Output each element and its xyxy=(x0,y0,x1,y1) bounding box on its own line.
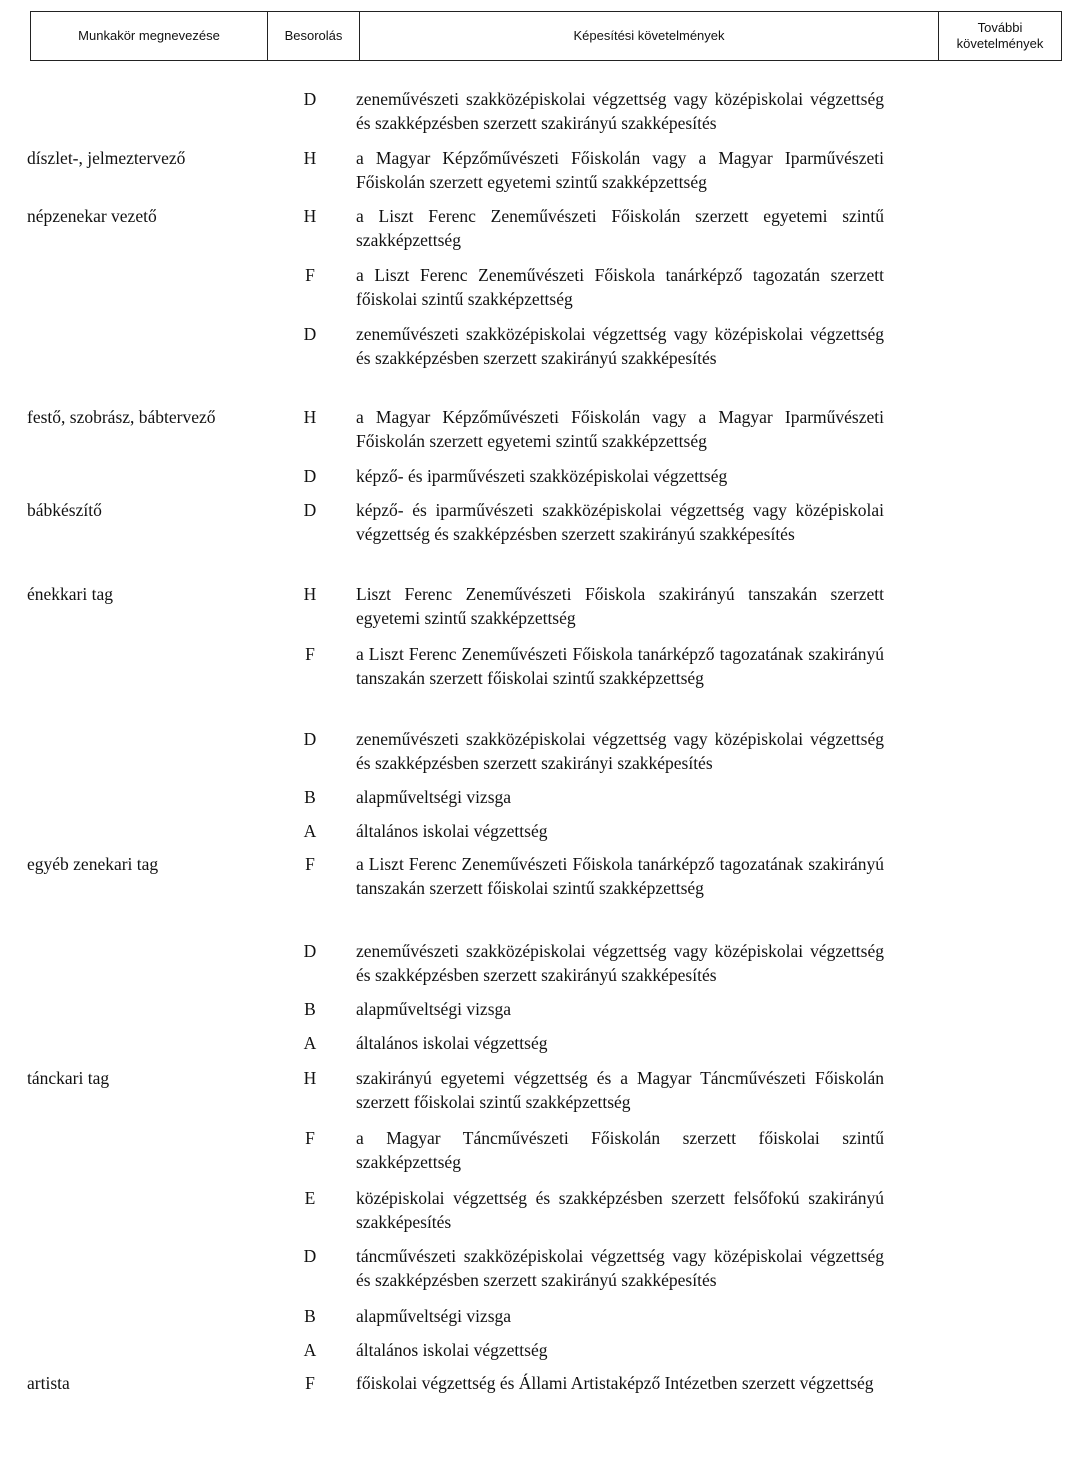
job-title: énekkari tag xyxy=(27,584,113,604)
grade: D xyxy=(303,1246,317,1266)
requirement: főiskolai végzettség és Állami Artistaképző Intézetben szerzett végzettség xyxy=(356,1373,874,1393)
requirement: általános iskolai végzettség xyxy=(356,1033,548,1053)
job-title: tánckari tag xyxy=(27,1068,110,1088)
job-title: festő, szobrász, bábtervező xyxy=(27,407,216,427)
requirement: alapműveltségi vizsga xyxy=(356,999,512,1019)
grade: H xyxy=(303,584,317,604)
grade: D xyxy=(303,466,317,486)
requirement: alapműveltségi vizsga xyxy=(356,787,512,807)
requirement: zeneművészeti szakközépiskolai végzettség vagy középiskolai végzettség és szakképzésben szerzett szakirányú szakképesítés xyxy=(356,324,884,368)
requirement: szakirányú egyetemi végzettség és a Magyar Táncművészeti Főiskolán szerzett főiskolai szintű szakképzettség xyxy=(356,1068,884,1112)
grade: D xyxy=(303,729,317,749)
grade: B xyxy=(304,999,316,1019)
requirement: a Liszt Ferenc Zeneművészeti Főiskola tanárképző tagozatának szakirányú tanszakán szerzett főiskolai szintű szakképzettség xyxy=(356,854,884,898)
requirement: képző- és iparművészeti szakközépiskolai végzettség xyxy=(356,466,728,486)
requirement: képző- és iparművészeti szakközépiskolai végzettség vagy középiskolai végzettség és szakképzésben szerzett szakirányú szakképesítés xyxy=(356,500,884,544)
job-title: egyéb zenekari tag xyxy=(27,854,159,874)
grade: F xyxy=(305,1128,315,1148)
requirement: a Liszt Ferenc Zeneművészeti Főiskola tanárképző tagozatának szakirányú tanszakán szerzett főiskolai szintű szakképzettség xyxy=(356,644,884,688)
requirement: középiskolai végzettség és szakképzésben szerzett felsőfokú szakirányú szakképesítés xyxy=(356,1188,884,1232)
grade: F xyxy=(305,265,315,285)
requirement: általános iskolai végzettség xyxy=(356,1340,548,1360)
job-title: díszlet-, jelmeztervező xyxy=(27,148,186,168)
requirement: a Liszt Ferenc Zeneművészeti Főiskolán szerzett egyetemi szintű szakképzettség xyxy=(356,206,884,250)
grade: H xyxy=(303,148,317,168)
grade: A xyxy=(303,821,317,841)
requirement: a Magyar Táncművészeti Főiskolán szerzett főiskolai szintű szakképzettség xyxy=(356,1128,884,1172)
requirement: táncművészeti szakközépiskolai végzettség vagy középiskolai végzettség és szakképzésben szerzett szakirányú szakképesítés xyxy=(356,1246,884,1290)
grade: E xyxy=(304,1188,316,1208)
grade: H xyxy=(303,407,317,427)
job-title: artista xyxy=(27,1373,70,1393)
grade: A xyxy=(303,1033,317,1053)
grade: F xyxy=(305,644,315,664)
header-grade: Besorolás xyxy=(268,12,360,60)
grade: F xyxy=(305,854,315,874)
requirement: zeneművészeti szakközépiskolai végzettség vagy középiskolai végzettség és szakképzésben szerzett szakirányi szakképesítés xyxy=(356,729,884,773)
requirement: a Liszt Ferenc Zeneművészeti Főiskola tanárképző tagozatán szerzett főiskolai szintű szakképzettség xyxy=(356,265,884,309)
grade: B xyxy=(304,1306,316,1326)
requirement: a Magyar Képzőművészeti Főiskolán vagy a Magyar Iparművészeti Főiskolán szerzett egyetemi szintű szakképzettség xyxy=(356,148,884,192)
grade: B xyxy=(304,787,316,807)
header-requirements: Képesítési követelmények xyxy=(360,12,939,60)
grade: D xyxy=(303,89,317,109)
grade: A xyxy=(303,1340,317,1360)
table-header xyxy=(30,11,1062,61)
grade: D xyxy=(303,500,317,520)
grade: F xyxy=(305,1373,315,1393)
requirement: a Magyar Képzőművészeti Főiskolán vagy a Magyar Iparművészeti Főiskolán szerzett egyetemi szintű szakképzettség xyxy=(356,407,884,451)
job-title: népzenekar vezető xyxy=(27,206,157,226)
job-title: bábkészítő xyxy=(27,500,102,520)
requirement: általános iskolai végzettség xyxy=(356,821,548,841)
requirement: Liszt Ferenc Zeneművészeti Főiskola szakirányú tanszakán szerzett egyetemi szintű szakképzettség xyxy=(356,584,884,628)
requirement: zeneművészeti szakközépiskolai végzettség vagy középiskolai végzettség és szakképzésben szerzett szakirányú szakképesítés xyxy=(356,941,884,985)
header-extra-requirements: További követelmények xyxy=(956,20,1044,51)
requirement: alapműveltségi vizsga xyxy=(356,1306,512,1326)
requirement: zeneművészeti szakközépiskolai végzettség vagy középiskolai végzettség és szakképzésben szerzett szakirányú szakképesítés xyxy=(356,89,884,133)
grade: H xyxy=(303,206,317,226)
grade: H xyxy=(303,1068,317,1088)
grade: D xyxy=(303,941,317,961)
grade: D xyxy=(303,324,317,344)
header-job-title: Munkakör megnevezése xyxy=(31,12,268,60)
